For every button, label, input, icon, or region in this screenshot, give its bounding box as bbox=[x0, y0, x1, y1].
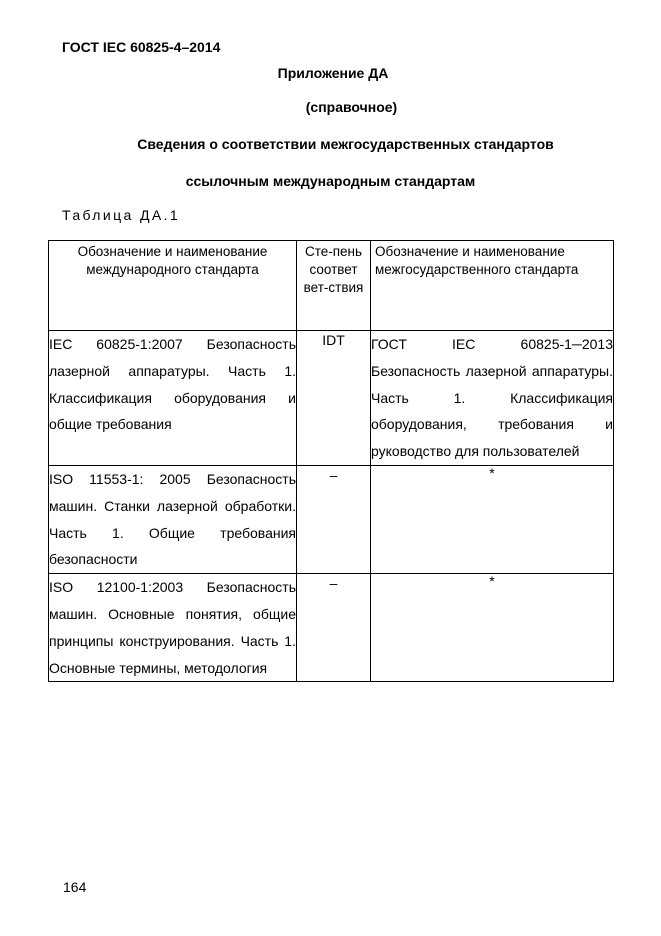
annex-type: (справочное) bbox=[305, 99, 398, 115]
cell-intl-standard: ISO 12100-1:2003 Безопасность машин. Основные понятия, общие принципы конструирования. Часть 1. Основные термины, методология bbox=[49, 574, 297, 682]
column-header-degree: Сте-пень соответ вет-ствия bbox=[297, 241, 371, 331]
heading-line-1: Сведения о соответствии межгосударственных стандартов bbox=[137, 136, 554, 152]
column-header-interstate: Обозначение и наименование межгосударственного стандарта bbox=[371, 241, 614, 331]
cell-degree: – bbox=[297, 465, 371, 573]
cell-degree: – bbox=[297, 574, 371, 682]
cell-interstate-standard: * bbox=[371, 465, 614, 573]
cell-interstate-standard: ГОСТ IEC 60825-1─2013 Безопасность лазерной аппаратуры. Часть 1. Классификация оборудования, требования и руководство для пользователей bbox=[371, 331, 614, 466]
table-row bbox=[49, 574, 614, 682]
page-number: 164 bbox=[63, 879, 87, 895]
annex-title: Приложение ДА bbox=[277, 65, 389, 81]
correspondence-table bbox=[48, 240, 614, 682]
cell-degree: IDT bbox=[297, 331, 371, 466]
document-id: ГОСТ IEC 60825-4–2014 bbox=[62, 39, 221, 55]
cell-interstate-standard: * bbox=[371, 574, 614, 682]
cell-intl-standard: IEC 60825-1:2007 Безопасность лазерной аппаратуры. Часть 1. Классификация оборудования и общие требования bbox=[49, 331, 297, 466]
table-label: Таблица ДА.1 bbox=[62, 207, 181, 223]
table-row bbox=[49, 331, 614, 466]
table-row bbox=[49, 465, 614, 573]
cell-intl-standard: ISO 11553-1: 2005 Безопасность машин. Станки лазерной обработки. Часть 1. Общие требования безопасности bbox=[49, 465, 297, 573]
table-header-row bbox=[49, 241, 614, 331]
heading-line-2: ссылочным международным стандартам bbox=[185, 173, 476, 189]
column-header-intl: Обозначение и наименование международного стандарта bbox=[49, 241, 297, 331]
